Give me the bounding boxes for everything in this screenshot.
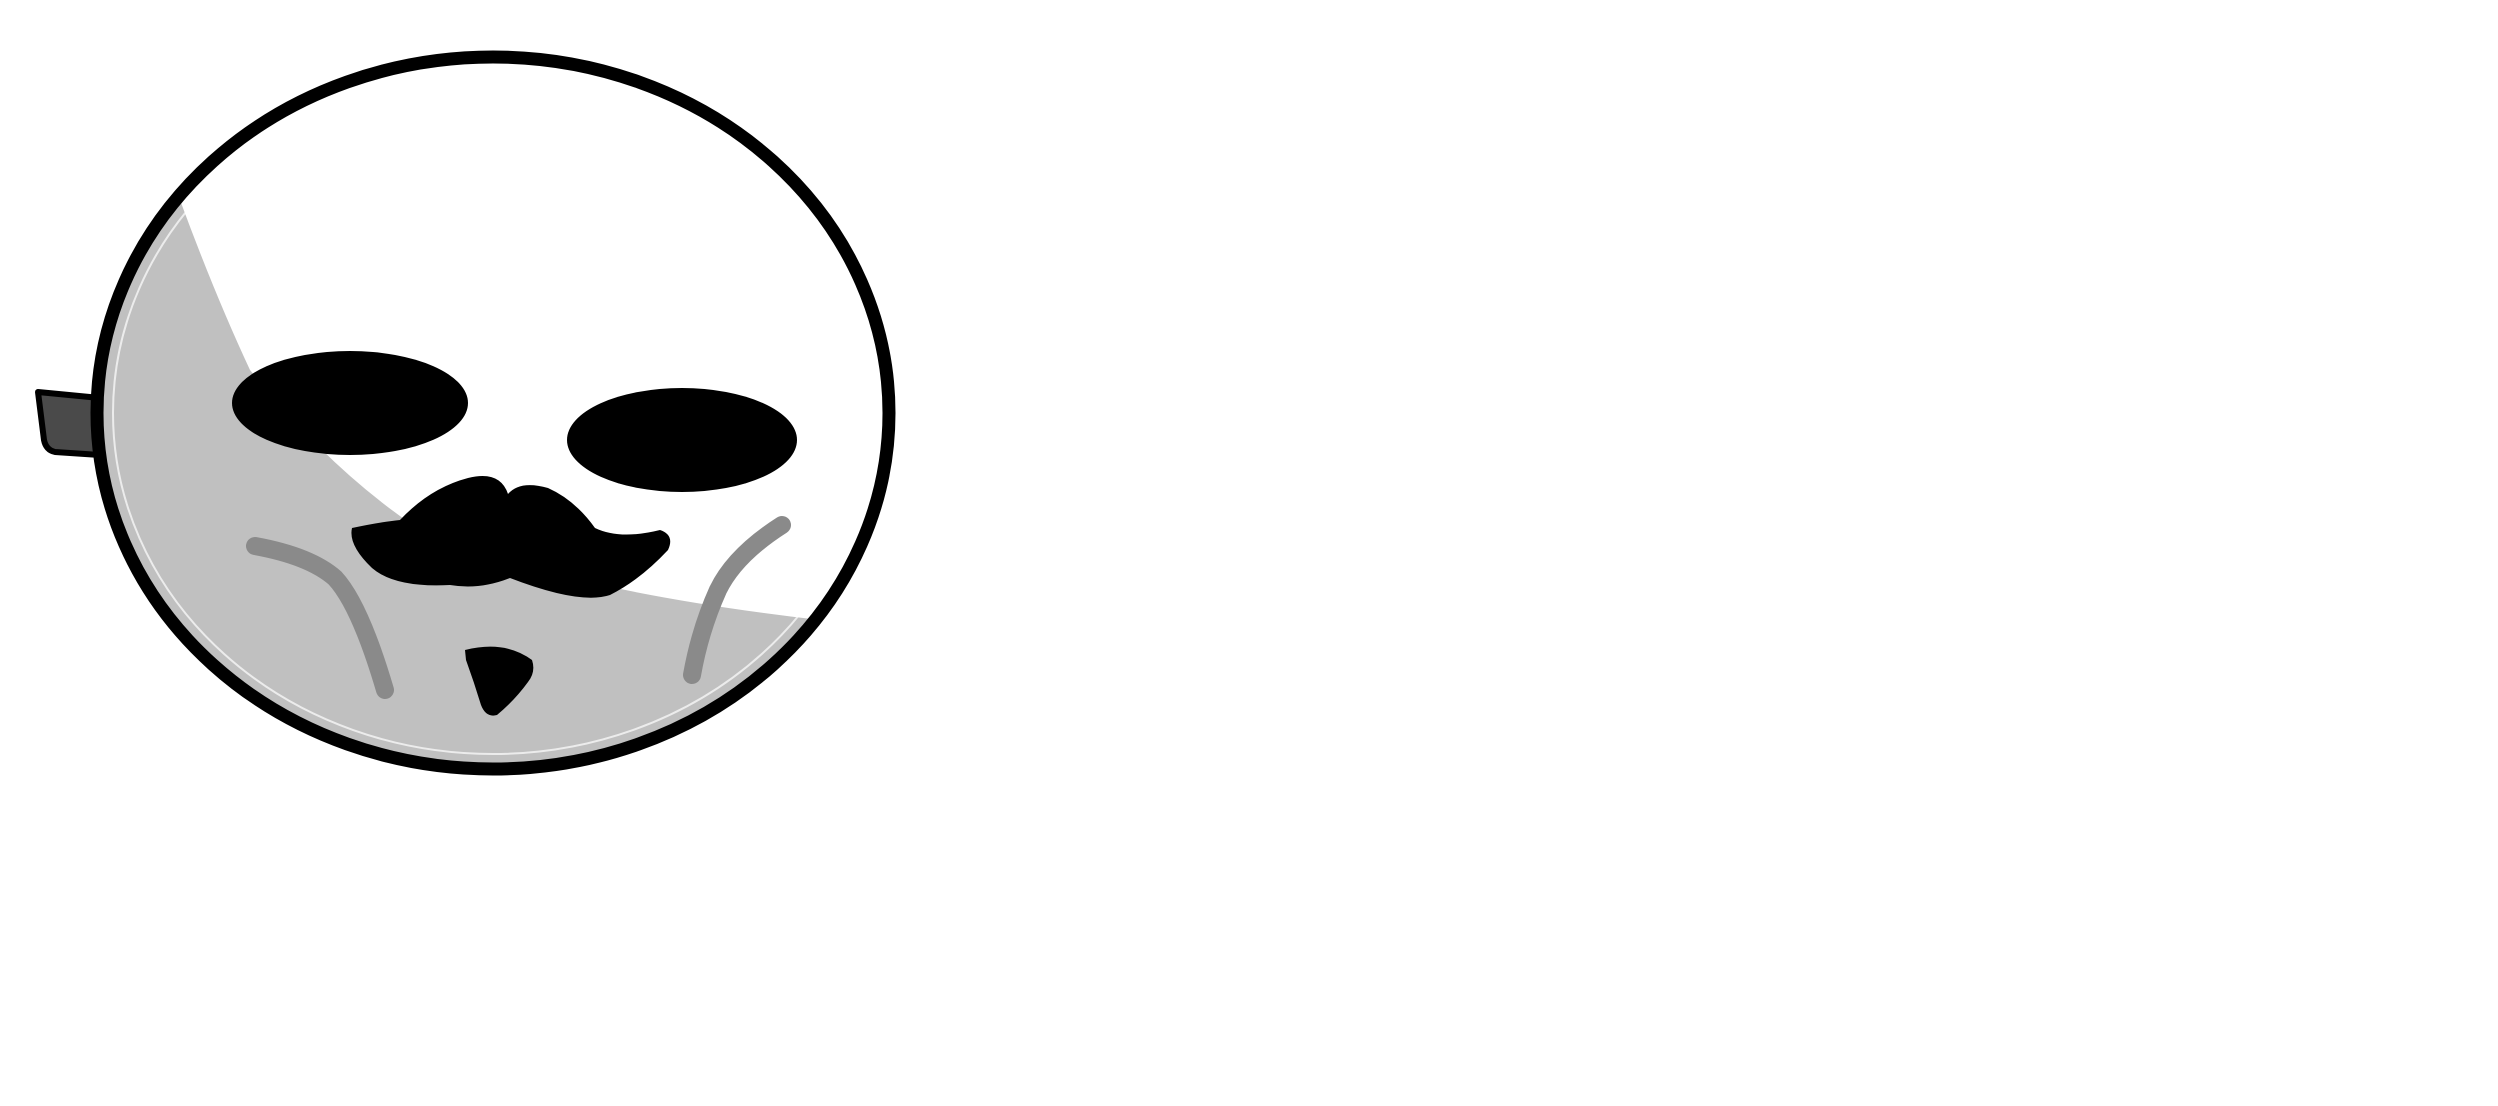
left-eye: [232, 351, 468, 455]
right-eye: [567, 388, 797, 492]
